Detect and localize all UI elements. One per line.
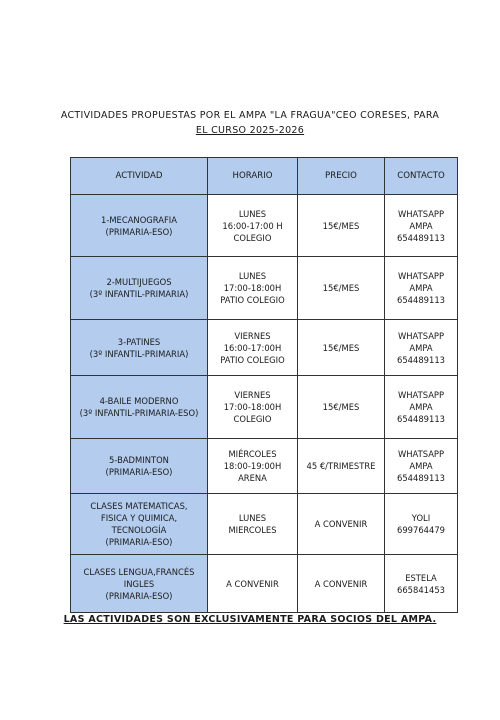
cell-horario <box>208 195 298 257</box>
cell-text-line: WHATSAPP <box>397 449 445 459</box>
cell-precio <box>298 320 385 376</box>
cell-horario <box>208 555 298 613</box>
cell-text-line: LUNES <box>238 208 267 219</box>
cell-text-line: FISICA Y QUIMICA, <box>100 513 178 523</box>
cell-actividad <box>71 439 208 494</box>
cell-actividad <box>71 195 208 257</box>
cell-text-line: ARENA <box>238 473 267 483</box>
title-line-2: EL CURSO 2025-2026 <box>195 125 305 136</box>
table-row <box>71 555 458 613</box>
cell-text-line: 18:00-19:00H <box>223 461 282 471</box>
cell-precio <box>298 376 385 439</box>
cell-text-line: AMPA <box>409 283 433 293</box>
cell-text-line: 1-MECANOGRAFIA <box>100 214 178 225</box>
cell-text-line: VIERNES <box>234 390 271 400</box>
cell-precio <box>298 439 385 494</box>
cell-text-line: 3-PATINES <box>117 336 161 347</box>
cell-text-line: (3º INFANTIL-PRIMARIA-ESO) <box>79 408 199 418</box>
cell-horario <box>208 320 298 376</box>
cell-text-line: VIERNES <box>234 330 271 341</box>
cell-text-line: PATIO COLEGIO <box>220 354 285 365</box>
cell-horario <box>208 257 298 320</box>
cell-text-line: (PRIMARIA-ESO) <box>105 467 173 477</box>
cell-text-line: AMPA <box>409 342 433 353</box>
cell-contacto <box>385 376 458 439</box>
table-row <box>71 320 458 376</box>
cell-precio <box>298 195 385 257</box>
cell-text-line: 15€/MES <box>322 220 360 231</box>
cell-text-line: 654489113 <box>397 414 445 424</box>
header-contacto: CONTACTO <box>385 158 458 195</box>
cell-contacto <box>385 439 458 494</box>
cell-text-line: 5-BADMINTON <box>109 455 169 465</box>
cell-text-line: 16:00-17:00H <box>223 342 282 353</box>
cell-horario <box>208 376 298 439</box>
table-header-row <box>71 158 458 195</box>
cell-horario <box>208 439 298 494</box>
cell-text-line: 17:00-18:00H <box>223 283 282 293</box>
document-title <box>60 108 440 138</box>
cell-text-line: WHATSAPP <box>397 271 445 281</box>
cell-contacto <box>385 257 458 320</box>
cell-contacto <box>385 195 458 257</box>
cell-horario <box>208 494 298 555</box>
cell-text-line: 16:00-17:00 H <box>222 220 283 231</box>
cell-text-line: 15€/MES <box>322 402 360 412</box>
cell-text-line: 665841453 <box>397 584 445 595</box>
cell-text-line: WHATSAPP <box>397 208 445 219</box>
header-precio: PRECIO <box>298 158 385 195</box>
cell-text-line: TECNOLOGÍA <box>111 525 167 535</box>
cell-text-line: WHATSAPP <box>397 390 445 400</box>
members-only-notice: LAS ACTIVIDADES SON EXCLUSIVAMENTE PARA SOCIOS DEL AMPA. <box>63 614 437 625</box>
cell-precio <box>298 494 385 555</box>
cell-text-line: AMPA <box>409 220 433 231</box>
header-actividad: ACTIVIDAD <box>71 158 208 195</box>
cell-actividad <box>71 555 208 613</box>
cell-text-line: ESTELA <box>405 572 437 583</box>
cell-text-line: 654489113 <box>397 354 445 365</box>
cell-text-line: WHATSAPP <box>397 330 445 341</box>
cell-text-line: (PRIMARIA-ESO) <box>105 590 173 601</box>
header-horario: HORARIO <box>208 158 298 195</box>
cell-text-line: (PRIMARIA-ESO) <box>105 226 173 237</box>
cell-text-line: 699764479 <box>397 525 445 535</box>
table-row <box>71 257 458 320</box>
cell-text-line: 4-BAILE MODERNO <box>99 396 179 406</box>
cell-text-line: MIÉRCOLES <box>228 449 277 459</box>
cell-contacto <box>385 494 458 555</box>
cell-text-line: AMPA <box>409 402 433 412</box>
cell-text-line: LUNES <box>238 271 267 281</box>
cell-actividad <box>71 257 208 320</box>
cell-text-line: CLASES LENGUA,FRANCÉS <box>83 566 195 577</box>
cell-text-line: 45 €/TRIMESTRE <box>306 461 376 471</box>
cell-text-line: CLASES MATEMATICAS, <box>90 501 188 511</box>
cell-text-line: (3º INFANTIL-PRIMARIA) <box>89 348 189 359</box>
cell-text-line: AMPA <box>409 461 433 471</box>
cell-text-line: A CONVENIR <box>314 519 368 529</box>
cell-text-line: A CONVENIR <box>314 578 368 589</box>
cell-actividad <box>71 320 208 376</box>
cell-contacto <box>385 320 458 376</box>
cell-text-line: 17:00-18:00H <box>223 402 282 412</box>
table-row <box>71 439 458 494</box>
cell-text-line: LUNES <box>238 513 267 523</box>
cell-text-line: MIERCOLES <box>228 525 277 535</box>
cell-text-line: 15€/MES <box>322 342 360 353</box>
cell-text-line: 654489113 <box>397 473 445 483</box>
cell-text-line: 654489113 <box>397 295 445 305</box>
cell-text-line: 2-MULTIJUEGOS <box>106 277 172 287</box>
cell-text-line: PATIO COLEGIO <box>220 295 285 305</box>
title-line-1: ACTIVIDADES PROPUESTAS POR EL AMPA "LA FRAGUA"CEO CORESES, PARA <box>60 110 440 121</box>
cell-text-line: COLEGIO <box>233 414 272 424</box>
cell-text-line: COLEGIO <box>233 232 272 243</box>
cell-text-line: A CONVENIR <box>226 578 279 589</box>
cell-text-line: (3º INFANTIL-PRIMARIA) <box>89 289 189 299</box>
activities-table <box>70 157 458 613</box>
cell-precio <box>298 555 385 613</box>
cell-text-line: INGLES <box>123 578 155 589</box>
cell-text-line: 15€/MES <box>322 283 360 293</box>
cell-actividad <box>71 494 208 555</box>
table-row <box>71 195 458 257</box>
table-row <box>71 494 458 555</box>
cell-text-line: YOLI <box>411 513 431 523</box>
cell-text-line: 654489113 <box>397 232 445 243</box>
cell-actividad <box>71 376 208 439</box>
cell-precio <box>298 257 385 320</box>
cell-contacto <box>385 555 458 613</box>
cell-text-line: (PRIMARIA-ESO) <box>105 537 173 547</box>
table-row <box>71 376 458 439</box>
